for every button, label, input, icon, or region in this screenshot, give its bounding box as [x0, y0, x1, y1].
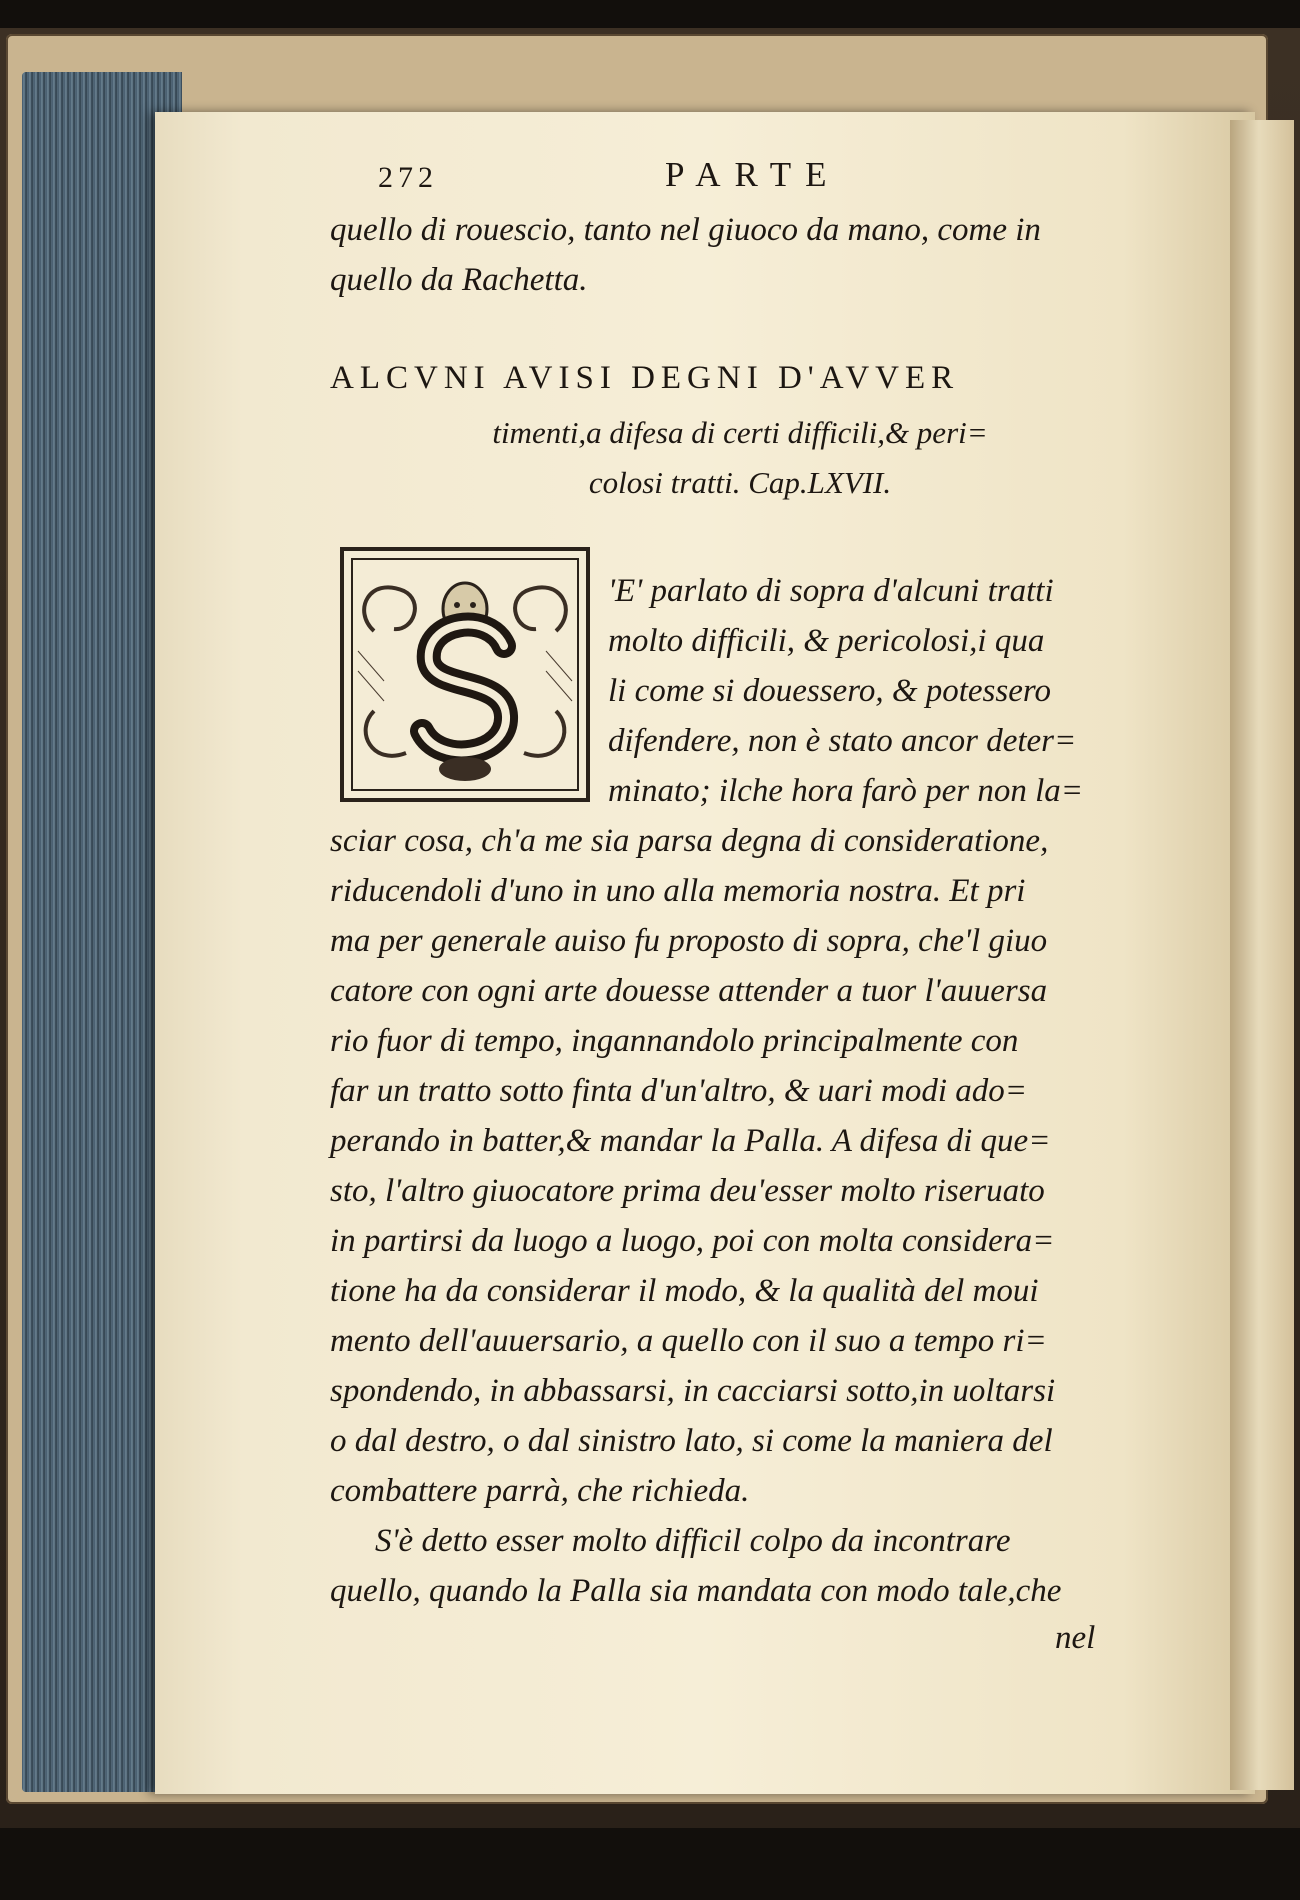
text-line: riducendoli d'uno in uno alla memoria nostra. Et pri	[330, 873, 1026, 909]
page-number: 272	[378, 161, 438, 194]
decorated-initial-s	[340, 547, 590, 802]
text-line: S'è detto esser molto difficil colpo da incontrare	[375, 1523, 1011, 1559]
text-line: spondendo, in abbassarsi, in cacciarsi sotto,in uoltarsi	[330, 1373, 1056, 1409]
page-header	[330, 155, 1170, 205]
text-line: minato; ilche hora farò per non la=	[608, 773, 1084, 809]
text-line: sciar cosa, ch'a me sia parsa degna di consideratione,	[330, 823, 1049, 859]
text-line: sto, l'altro giuocatore prima deu'esser molto riseruato	[330, 1173, 1045, 1209]
running-head: PARTE	[665, 155, 841, 194]
text-line: catore con ogni arte douesse attender a tuor l'auuersa	[330, 973, 1048, 1009]
decorated-initial-image	[344, 551, 586, 798]
text-line: far un tratto sotto finta d'un'altro, & uari modi ado=	[330, 1073, 1028, 1109]
text-line: quello, quando la Palla sia mandata con modo tale,che	[330, 1573, 1062, 1609]
text-line: tione ha da considerar il modo, & la qualità del moui	[330, 1273, 1039, 1309]
chapter-subtitle-line: colosi tratti. Cap.LXVII.	[588, 465, 892, 500]
text-line: molto difficili, & pericolosi,i qua	[608, 623, 1045, 659]
text-line: quello da Rachetta.	[330, 262, 588, 298]
text-line: quello di rouescio, tanto nel giuoco da mano, come in	[330, 212, 1041, 248]
text-line: 'E' parlato di sopra d'alcuni tratti	[608, 573, 1054, 609]
chapter-title: ALCVNI AVISI DEGNI D'AVVER	[330, 360, 960, 396]
text-line: ma per generale auiso fu proposto di sopra, che'l giuo	[330, 923, 1048, 959]
text-line: difendere, non è stato ancor deter=	[608, 723, 1077, 759]
catchword: nel	[1055, 1620, 1096, 1656]
text-line: perando in batter,& mandar la Palla. A difesa di que=	[330, 1123, 1051, 1159]
text-line: rio fuor di tempo, ingannandolo principalmente con	[330, 1023, 1019, 1059]
text-line: mento dell'auuersario, a quello con il suo a tempo ri=	[330, 1323, 1047, 1359]
facing-page-gutter	[1230, 120, 1294, 1790]
chapter-subtitle-line: timenti,a difesa di certi difficili,& peri=	[492, 415, 988, 450]
text-line: in partirsi da luogo a luogo, poi con molta considera=	[330, 1223, 1055, 1259]
text-line: combattere parrà, che richieda.	[330, 1473, 750, 1509]
text-line: o dal destro, o dal sinistro lato, si come la maniera del	[330, 1423, 1053, 1459]
text-line: li come si douessero, & potessero	[608, 673, 1052, 709]
